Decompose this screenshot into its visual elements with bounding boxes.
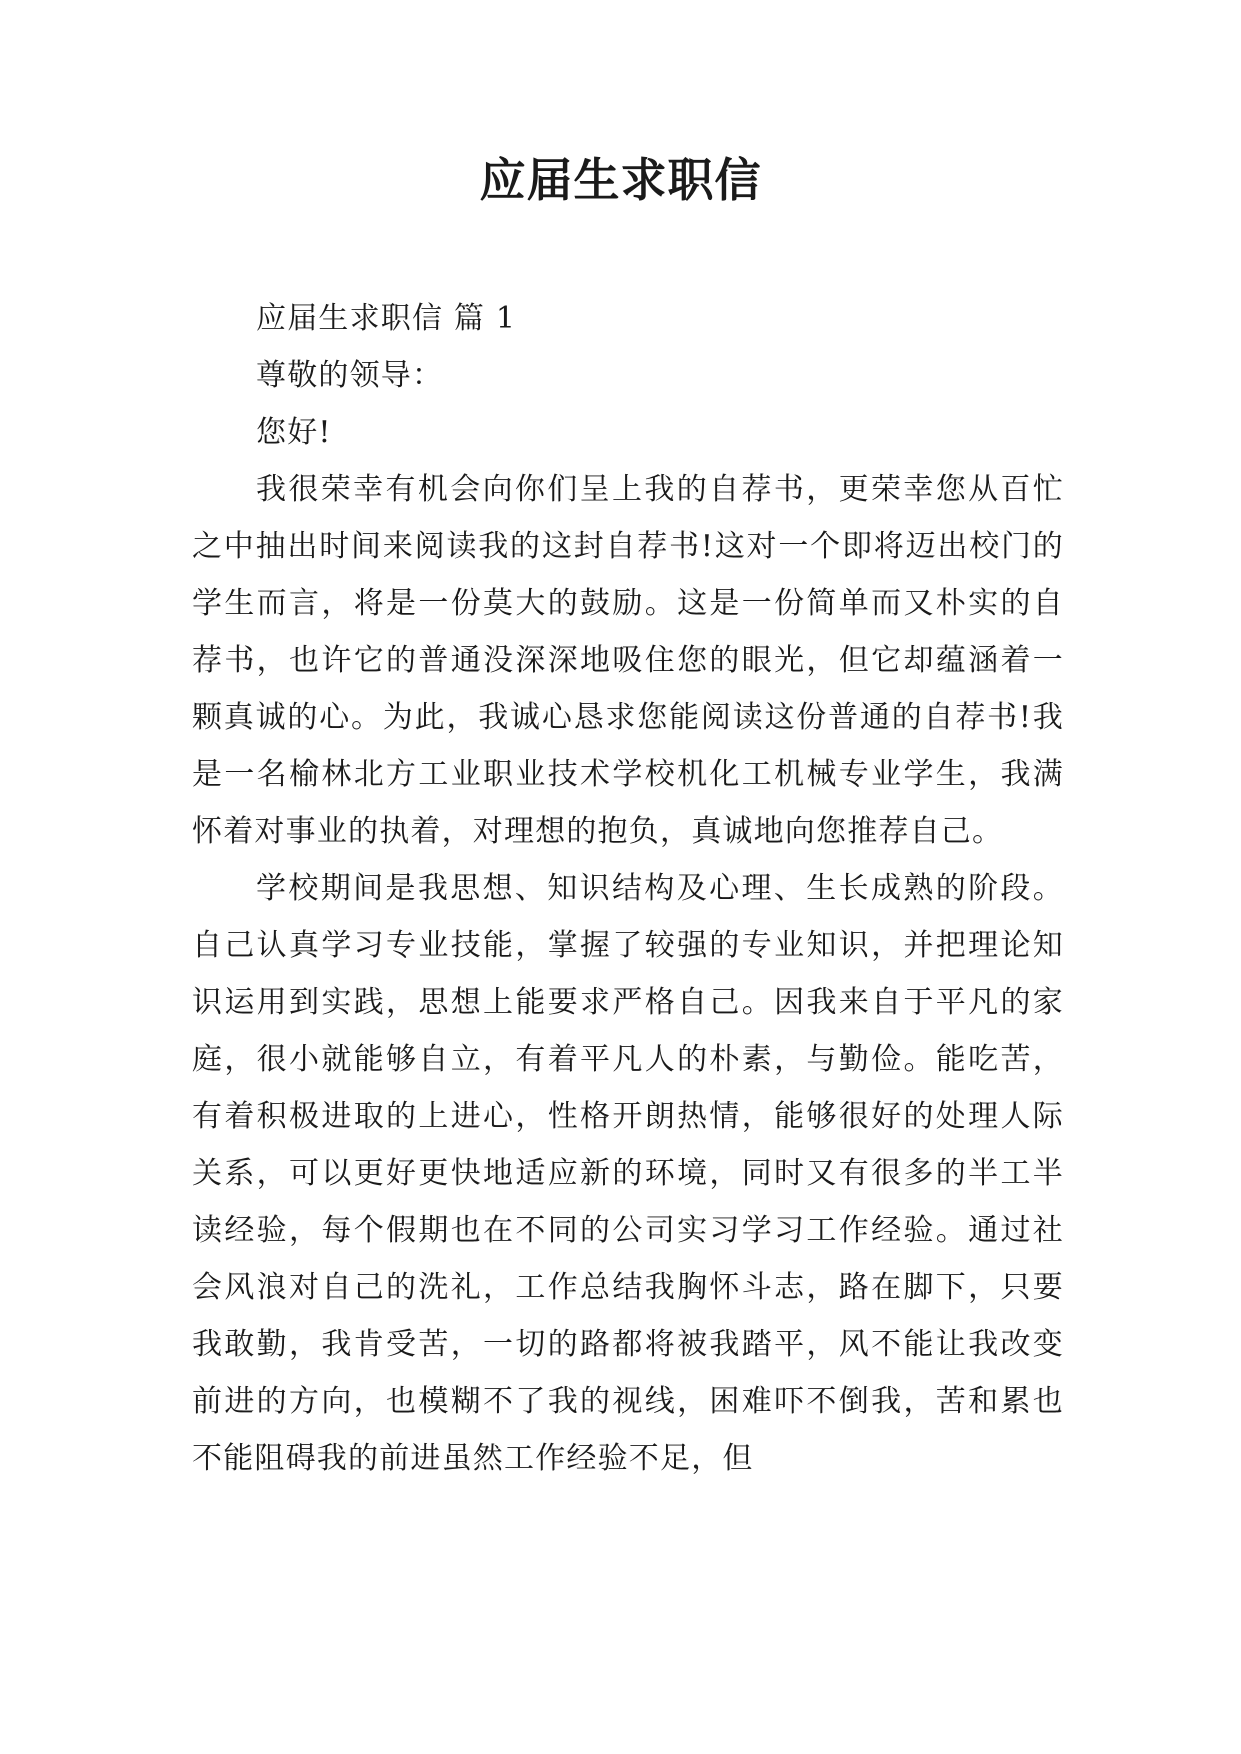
document-title: 应届生求职信: [479, 153, 762, 207]
greeting: 您好!: [256, 415, 332, 450]
salutation: 尊敬的领导：: [256, 358, 444, 393]
section-heading: 应届生求职信 篇 1: [256, 301, 517, 336]
paragraph-introduction: 我很荣幸有机会向你们呈上我的自荐书，更荣幸您从百忙之中抽出时间来阅读我的这封自荐书!这对一个即将迈出校门的学生而言，将是一份莫大的鼓励。这是一份简单而又朴实的自荐书，也许它的普通没深深地吸住您的眼光，但它却蕴涵着一颗真诚的心。为此，我诚心恳求您能阅读这份普通的自荐书!我是一名榆林北方工业职业技术学校机化工机械专业学生，我满怀着对事业的执着，对理想的抱负，真诚地向您推荐自己。: [192, 472, 1064, 849]
paragraph-school-experience: 学校期间是我思想、知识结构及心理、生长成熟的阶段。自己认真学习专业技能，掌握了较强的专业知识，并把理论知识运用到实践，思想上能要求严格自己。因我来自于平凡的家庭，很小就能够自立，有着平凡人的朴素，与勤俭。能吃苦，有着积极进取的上进心，性格开朗热情，能够很好的处理人际关系，可以更好更快地适应新的环境，同时又有很多的半工半读经验，每个假期也在不同的公司实习学习工作经验。通过社会风浪对自己的洗礼，工作总结我胸怀斗志，路在脚下，只要我敢勤，我肯受苦，一切的路都将被我踏平，风不能让我改变前进的方向，也模糊不了我的视线，困难吓不倒我，苦和累也不能阻碍我的前进虽然工作经验不足，但: [192, 871, 1064, 1476]
document-body: [192, 290, 1064, 1487]
